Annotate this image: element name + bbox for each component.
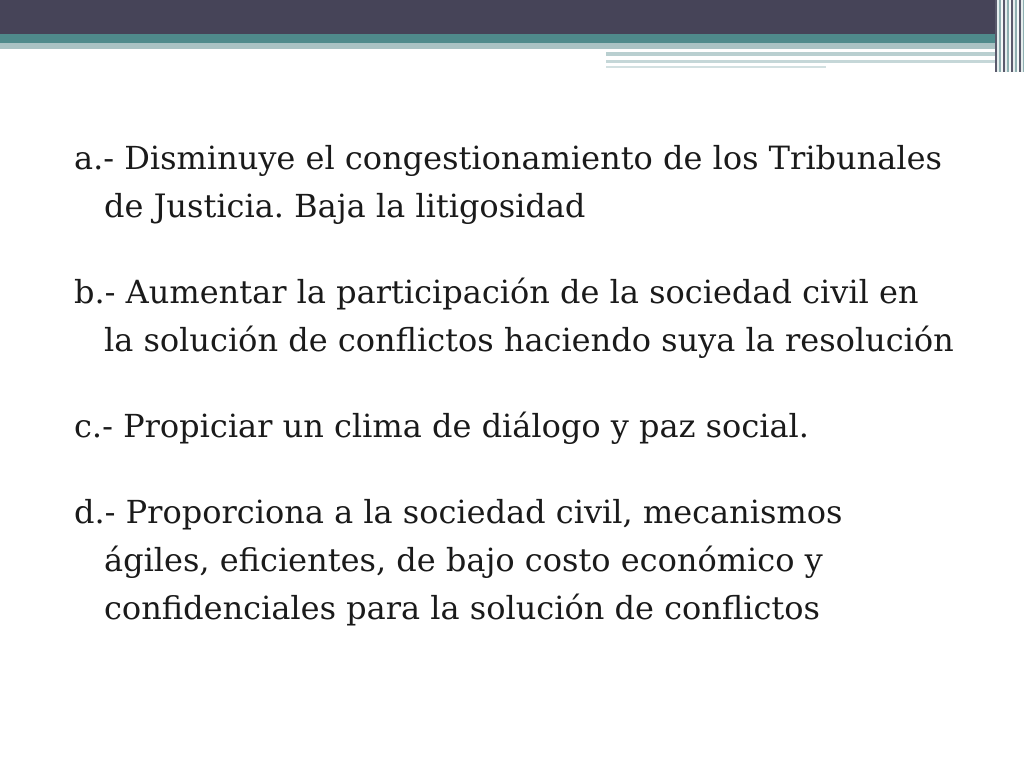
- list-item-d: d.- Proporciona a la sociedad civil, mecanismos ágiles, eficientes, de bajo costo económico y confidenciales para la solución de conflictos: [74, 493, 843, 627]
- list-item-b: b.- Aumentar la participación de la sociedad civil en la solución de conflictos haciendo suya la resolución: [74, 273, 954, 359]
- header-band-teal: [0, 34, 995, 43]
- header-accent-line: [606, 60, 995, 63]
- list-item-a: a.- Disminuye el congestionamiento de los Tribunales de Justicia. Baja la litigosidad: [74, 139, 942, 225]
- slide-body: [74, 134, 954, 670]
- header-accent-line: [606, 66, 826, 68]
- header-band-light: [0, 43, 995, 49]
- header-accent-line: [606, 52, 995, 56]
- list-item-c: c.- Propiciar un clima de diálogo y paz social.: [74, 407, 809, 445]
- header-band-dark: [0, 0, 995, 34]
- corner-stripes-decoration: [995, 0, 1024, 72]
